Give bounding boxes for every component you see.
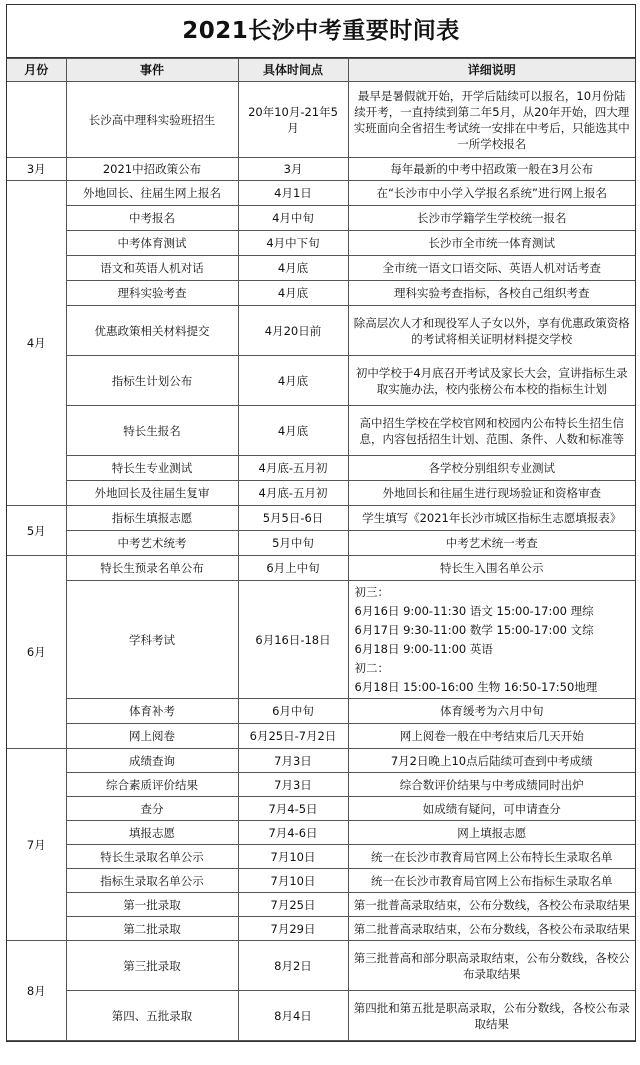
month-cell — [7, 82, 66, 158]
table-row — [7, 531, 635, 556]
detail-cell: 外地回长和往届生进行现场验证和资格审查 — [348, 481, 635, 506]
time-cell: 4月底 — [238, 356, 348, 406]
table-row — [7, 256, 635, 281]
table-row — [7, 356, 635, 406]
detail-line: 6月18日 9:00-11:00 英语 — [354, 641, 493, 656]
event-cell: 特长生专业测试 — [66, 456, 238, 481]
event-cell: 特长生录取名单公示 — [66, 845, 238, 869]
time-cell: 8月2日 — [238, 941, 348, 991]
table-row — [7, 456, 635, 481]
detail-cell: 高中招生学校在学校官网和校园内公布特长生招生信息，内容包括招生计划、范围、条件、人数和标准等 — [348, 406, 635, 456]
detail-cell: 统一在长沙市教育局官网上公布指标生录取名单 — [348, 869, 635, 893]
time-cell: 4月20日前 — [238, 306, 348, 356]
table-row — [7, 556, 635, 581]
event-cell: 中考体育测试 — [66, 231, 238, 256]
detail-cell: 全市统一语文口语交际、英语人机对话考查 — [348, 256, 635, 281]
detail-cell: 长沙市全市统一体育测试 — [348, 231, 635, 256]
event-cell: 体育补考 — [66, 699, 238, 724]
detail-cell: 网上阅卷一般在中考结束后几天开始 — [348, 724, 635, 749]
detail-cell: 特长生入围名单公示 — [348, 556, 635, 581]
detail-cell: 7月2日晚上10点后陆续可查到中考成绩 — [348, 749, 635, 773]
time-cell: 7月3日 — [238, 773, 348, 797]
time-cell: 5月中旬 — [238, 531, 348, 556]
detail-cell: 统一在长沙市教育局官网上公布特长生录取名单 — [348, 845, 635, 869]
time-cell: 4月底-五月初 — [238, 456, 348, 481]
detail-cell: 最早是暑假就开始，开学后陆续可以报名，10月份陆续开考，一直持续到第二年5月，从20年开始，四大理实班面向全省招生考试统一安排在中考后，只能选其中一所学校报名 — [348, 82, 635, 158]
time-cell: 7月29日 — [238, 917, 348, 941]
table-row — [7, 749, 635, 773]
detail-cell: 初中学校于4月底召开考试及家长大会，宣讲指标生录取实施办法，校内张榜公布本校的指标生计划 — [348, 356, 635, 406]
detail-cell: 体育缓考为六月中旬 — [348, 699, 635, 724]
table-body — [7, 82, 635, 1041]
event-cell: 网上阅卷 — [66, 724, 238, 749]
detail-cell: 第四批和第五批是职高录取，公布分数线，各校公布录取结果 — [348, 991, 635, 1041]
event-cell: 特长生报名 — [66, 406, 238, 456]
time-cell: 7月25日 — [238, 893, 348, 917]
schedule-table — [7, 58, 635, 1041]
time-cell: 6月上中旬 — [238, 556, 348, 581]
month-cell: 3月 — [7, 158, 66, 181]
time-cell: 6月中旬 — [238, 699, 348, 724]
event-cell: 第一批录取 — [66, 893, 238, 917]
detail-cell: 各学校分别组织专业测试 — [348, 456, 635, 481]
detail-line: 初三： — [354, 584, 389, 599]
detail-line: 6月17日 9:30-11:00 数学 15:00-17:00 文综 — [354, 622, 594, 637]
event-cell: 指标生填报志愿 — [66, 506, 238, 531]
table-row — [7, 941, 635, 991]
table-row — [7, 506, 635, 531]
table-row — [7, 917, 635, 941]
detail-cell: 中考艺术统一考查 — [348, 531, 635, 556]
time-cell: 4月底 — [238, 281, 348, 306]
detail-cell: 第三批普高和部分职高录取结束，公布分数线，各校公布录取结果 — [348, 941, 635, 991]
table-row — [7, 797, 635, 821]
table-row — [7, 699, 635, 724]
time-cell: 20年10月-21年5月 — [238, 82, 348, 158]
table-row — [7, 991, 635, 1041]
event-cell: 特长生预录名单公布 — [66, 556, 238, 581]
event-cell: 查分 — [66, 797, 238, 821]
time-cell: 6月16日-18日 — [238, 581, 348, 699]
time-cell: 4月中下旬 — [238, 231, 348, 256]
time-cell: 3月 — [238, 158, 348, 181]
table-row — [7, 206, 635, 231]
event-cell: 2021中招政策公布 — [66, 158, 238, 181]
time-cell: 6月25日-7月2日 — [238, 724, 348, 749]
table-row — [7, 82, 635, 158]
event-cell: 外地回长及往届生复审 — [66, 481, 238, 506]
time-cell: 7月3日 — [238, 749, 348, 773]
event-cell: 外地回长、往届生网上报名 — [66, 181, 238, 206]
detail-line: 6月18日 15:00-16:00 生物 16:50-17:50地理 — [354, 679, 598, 694]
page-title: 2021长沙中考重要时间表 — [7, 5, 635, 58]
event-cell: 理科实验考查 — [66, 281, 238, 306]
detail-cell: 第一批普高录取结束，公布分数线，各校公布录取结果 — [348, 893, 635, 917]
month-cell: 6月 — [7, 556, 66, 749]
time-cell: 4月底 — [238, 256, 348, 281]
detail-line: 初二： — [354, 660, 389, 675]
event-cell: 成绩查询 — [66, 749, 238, 773]
time-cell: 4月中旬 — [238, 206, 348, 231]
table-row — [7, 406, 635, 456]
table-row — [7, 481, 635, 506]
event-cell: 第四、五批录取 — [66, 991, 238, 1041]
table-row — [7, 306, 635, 356]
detail-line: 6月16日 9:00-11:30 语文 15:00-17:00 理综 — [354, 603, 594, 618]
table-row — [7, 181, 635, 206]
table-row — [7, 869, 635, 893]
detail-cell: 在“长沙市中小学入学报名系统”进行网上报名 — [348, 181, 635, 206]
time-cell: 8月4日 — [238, 991, 348, 1041]
table-row — [7, 821, 635, 845]
table-row — [7, 724, 635, 749]
event-cell: 长沙高中理科实验班招生 — [66, 82, 238, 158]
detail-cell: 第二批普高录取结束，公布分数线，各校公布录取结果 — [348, 917, 635, 941]
column-header-event: 事件 — [66, 59, 238, 82]
time-cell: 7月10日 — [238, 845, 348, 869]
detail-cell: 每年最新的中考中招政策一般在3月公布 — [348, 158, 635, 181]
time-cell: 7月10日 — [238, 869, 348, 893]
column-header-month: 月份 — [7, 59, 66, 82]
table-row — [7, 158, 635, 181]
event-cell: 指标生录取名单公示 — [66, 869, 238, 893]
column-header-time: 具体时间点 — [238, 59, 348, 82]
detail-cell: 如成绩有疑问，可申请查分 — [348, 797, 635, 821]
month-cell: 4月 — [7, 181, 66, 506]
table-row — [7, 893, 635, 917]
month-cell: 8月 — [7, 941, 66, 1041]
event-cell: 中考报名 — [66, 206, 238, 231]
column-header-detail: 详细说明 — [348, 59, 635, 82]
event-cell: 综合素质评价结果 — [66, 773, 238, 797]
event-cell: 第二批录取 — [66, 917, 238, 941]
table-row — [7, 231, 635, 256]
time-cell: 7月4-5日 — [238, 797, 348, 821]
table-row — [7, 581, 635, 699]
table-row — [7, 845, 635, 869]
header-row — [7, 59, 635, 82]
timetable-document — [6, 4, 636, 1042]
month-cell: 5月 — [7, 506, 66, 556]
event-cell: 优惠政策相关材料提交 — [66, 306, 238, 356]
detail-cell: 理科实验考查指标，各校自己组织考查 — [348, 281, 635, 306]
event-cell: 语文和英语人机对话 — [66, 256, 238, 281]
time-cell: 4月1日 — [238, 181, 348, 206]
event-cell: 学科考试 — [66, 581, 238, 699]
event-cell: 中考艺术统考 — [66, 531, 238, 556]
detail-cell — [348, 581, 635, 699]
detail-cell: 网上填报志愿 — [348, 821, 635, 845]
time-cell: 7月4-6日 — [238, 821, 348, 845]
month-cell: 7月 — [7, 749, 66, 941]
time-cell: 4月底-五月初 — [238, 481, 348, 506]
time-cell: 4月底 — [238, 406, 348, 456]
detail-cell: 综合数评价结果与中考成绩同时出炉 — [348, 773, 635, 797]
table-row — [7, 281, 635, 306]
time-cell: 5月5日-6日 — [238, 506, 348, 531]
event-cell: 第三批录取 — [66, 941, 238, 991]
detail-cell: 除高层次人才和现役军人子女以外，享有优惠政策资格的考试将相关证明材料提交学校 — [348, 306, 635, 356]
detail-cell: 长沙市学籍学生学校统一报名 — [348, 206, 635, 231]
detail-cell: 学生填写《2021年长沙市城区指标生志愿填报表》 — [348, 506, 635, 531]
table-row — [7, 773, 635, 797]
event-cell: 填报志愿 — [66, 821, 238, 845]
event-cell: 指标生计划公布 — [66, 356, 238, 406]
